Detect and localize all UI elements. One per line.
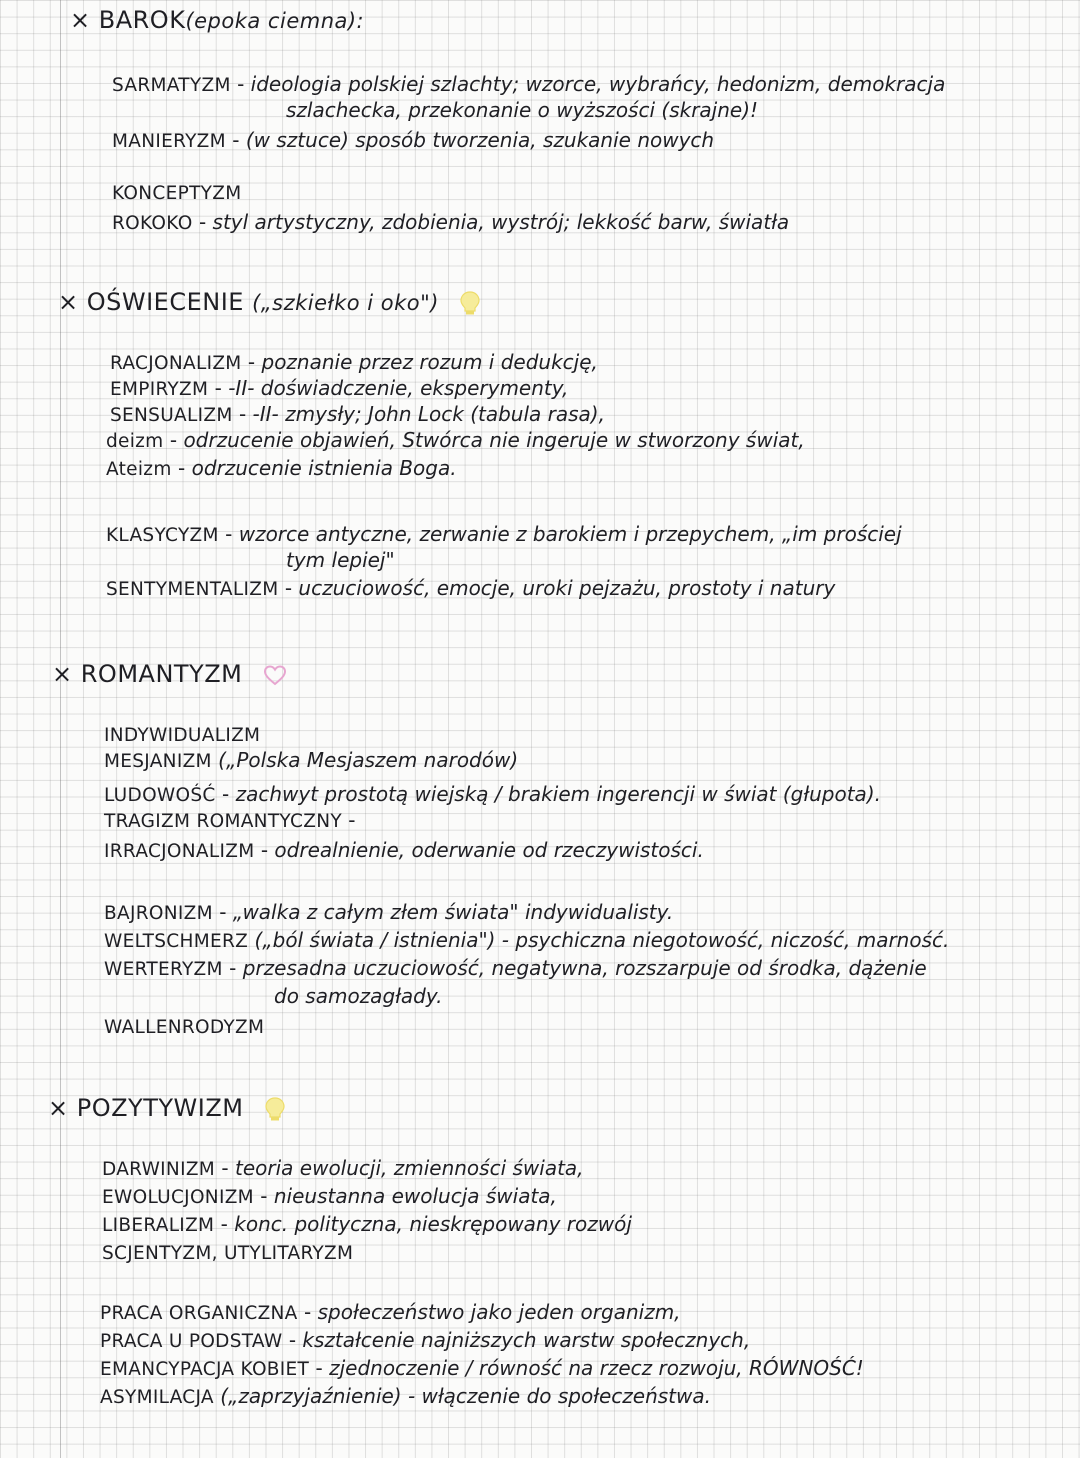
- entry-wallenrodyzm: [104, 1014, 264, 1040]
- entry-mesjanizm: [104, 748, 518, 774]
- entry-term: deizm: [106, 431, 164, 452]
- entry-term: MESJANIZM: [104, 751, 212, 772]
- section-marker: ×: [70, 6, 91, 34]
- entry-definition: „walka z całym złem świata" indywidualisty.: [232, 900, 674, 924]
- entry-separator: -: [171, 456, 192, 480]
- entry-sarmatyzm: [112, 72, 945, 98]
- entry-definition: nieustanna ewolucja świata,: [273, 1184, 557, 1208]
- entry-deizm: [106, 428, 805, 454]
- entry-manieryzm: [112, 128, 714, 154]
- entry-separator: -: [163, 428, 184, 452]
- section-heading-oswiecenie: [58, 288, 481, 316]
- entry-definition: („ból świata / istnienia") - psychiczna niegotowość, niczość, marność.: [254, 928, 950, 952]
- entry-definition: zjednoczenie / równość na rzecz rozwoju, RÓWNOŚĆ!: [329, 1356, 864, 1380]
- entry-term: EWOLUCJONIZM: [102, 1187, 254, 1208]
- entry-continuation: tym lepiej": [286, 548, 395, 572]
- entry-term: TRAGIZM ROMANTYCZNY: [104, 811, 342, 832]
- entry-separator: -: [215, 782, 236, 806]
- section-heading-barok: [70, 6, 364, 34]
- lightbulb-icon: [459, 290, 481, 316]
- entry-term: MANIERYZM: [112, 131, 226, 152]
- entry-sentymentalizm: [106, 576, 835, 602]
- entry-term: WELTSCHMERZ: [104, 931, 249, 952]
- entry-separator: -: [214, 1212, 235, 1236]
- entry-ludowosc: [104, 782, 881, 808]
- entry-term: PRACA ORGANICZNA: [100, 1303, 298, 1324]
- entry-definition: poznanie przez rozum i dedukcję,: [261, 350, 598, 374]
- entry-definition: społeczeństwo jako jeden organizm,: [317, 1300, 681, 1324]
- entry-klasycyzm: [106, 522, 902, 548]
- section-heading-pozytywizm: [48, 1094, 286, 1122]
- entry-praca-u-podstaw: [100, 1328, 750, 1354]
- entry-separator: -: [241, 350, 262, 374]
- section-title: OŚWIECENIE: [86, 288, 244, 316]
- section-subtitle: (epoka ciemna):: [185, 9, 365, 33]
- entry-bajronizm: [104, 900, 673, 926]
- section-marker: ×: [58, 288, 79, 316]
- entry-empiryzm: [110, 376, 568, 402]
- entry-term: SENTYMENTALIZM: [106, 579, 279, 600]
- entry-term: BAJRONIZM: [104, 903, 213, 924]
- entry-term: PRACA U PODSTAW: [100, 1331, 283, 1352]
- entry-definition: uczuciowość, emocje, uroki pejzażu, prostoty i natury: [298, 576, 836, 600]
- entry-separator: -: [225, 128, 246, 152]
- heart-icon: [263, 664, 287, 686]
- entry-term: SENSUALIZM: [110, 405, 233, 426]
- entry-separator: -: [341, 808, 356, 832]
- entry-term: ROKOKO: [112, 213, 193, 234]
- section-subtitle: („szkiełko i oko"): [252, 291, 439, 315]
- entry-definition: teoria ewolucji, zmienności świata,: [235, 1156, 584, 1180]
- section-title: POZYTYWIZM: [76, 1094, 244, 1122]
- entry-definition: przesadna uczuciowość, negatywna, rozszarpuje od środka, dążenie: [242, 956, 927, 980]
- entry-rokoko: [112, 210, 789, 236]
- entry-separator: -: [212, 900, 233, 924]
- entry-continuation: do samozagłady.: [274, 984, 443, 1008]
- entry-term: LUDOWOŚĆ: [104, 785, 216, 806]
- entry-scjentyzm-utylitaryzm: [102, 1240, 353, 1266]
- entry-liberalizm: [102, 1212, 632, 1238]
- entry-term: KONCEPTYZM: [112, 183, 242, 204]
- entry-weltschmerz: [104, 928, 949, 954]
- entry-term: Ateizm: [106, 459, 172, 480]
- entry-separator: -: [192, 210, 213, 234]
- entry-separator: -: [230, 72, 251, 96]
- entry-term: WALLENRODYZM: [104, 1017, 265, 1038]
- margin-line: [60, 0, 61, 1458]
- entry-separator: -: [278, 576, 299, 600]
- entry-separator: -: [253, 1184, 274, 1208]
- entry-separator: -: [208, 376, 229, 400]
- entry-sensualizm: [110, 402, 605, 428]
- entry-definition: odrzucenie istnienia Boga.: [191, 456, 457, 480]
- entry-definition: konc. polityczna, nieskrępowany rozwój: [234, 1212, 632, 1236]
- entry-term: INDYWIDUALIZM: [104, 725, 261, 746]
- entry-continuation: szlachecka, przekonanie o wyższości (skrajne)!: [286, 98, 759, 122]
- entry-asymilacja: [100, 1384, 711, 1410]
- entry-separator: -: [215, 1156, 235, 1180]
- section-title: BAROK: [98, 6, 186, 34]
- entry-definition: („Polska Mesjaszem narodów): [218, 748, 519, 772]
- entry-praca-organiczna: [100, 1300, 681, 1326]
- entry-separator: -: [309, 1356, 330, 1380]
- entry-separator: -: [222, 956, 243, 980]
- entry-separator: -: [254, 838, 275, 862]
- entry-definition: odrzucenie objawień, Stwórca nie ingeruje w stworzony świat,: [183, 428, 805, 452]
- entry-ewolucjonizm: [102, 1184, 557, 1210]
- entry-irracjonalizm: [104, 838, 704, 864]
- entry-term: DARWINIZM: [102, 1159, 216, 1180]
- entry-term: EMANCYPACJA KOBIET: [100, 1359, 310, 1380]
- entry-term: ASYMILACJA: [100, 1387, 214, 1408]
- lightbulb-icon: [264, 1096, 286, 1122]
- entry-emancypacja-kobiet: [100, 1356, 864, 1382]
- entry-term: SCJENTYZM, UTYLITARYZM: [102, 1243, 354, 1264]
- entry-term: IRRACJONALIZM: [104, 841, 255, 862]
- entry-definition: -II- doświadczenie, eksperymenty,: [228, 376, 569, 400]
- entry-definition: ideologia polskiej szlachty; wzorce, wybrańcy, hedonizm, demokracja: [250, 72, 946, 96]
- entry-definition: (w sztuce) sposób tworzenia, szukanie nowych: [245, 128, 715, 152]
- section-heading-romantyzm: [52, 660, 287, 688]
- entry-werteryzm: [104, 956, 927, 982]
- entry-separator: -: [297, 1300, 318, 1324]
- section-title: ROMANTYZM: [80, 660, 243, 688]
- entry-separator: -: [218, 522, 239, 546]
- entry-term: EMPIRYZM: [110, 379, 209, 400]
- entry-term: WERTERYZM: [104, 959, 223, 980]
- entry-definition: styl artystyczny, zdobienia, wystrój; lekkość barw, światła: [212, 210, 790, 234]
- entry-indywidualizm: [104, 722, 260, 748]
- entry-definition: („zaprzyjaźnienie) - włączenie do społeczeństwa.: [220, 1384, 711, 1408]
- section-marker: ×: [48, 1094, 69, 1122]
- entry-term: SARMATYZM: [112, 75, 231, 96]
- entry-definition: zachwyt prostotą wiejską / brakiem ingerencji w świat (głupota).: [235, 782, 881, 806]
- entry-term: LIBERALIZM: [102, 1215, 215, 1236]
- entry-tragizm-romantyczny: [104, 808, 356, 834]
- entry-definition: -II- zmysły; John Lock (tabula rasa),: [252, 402, 605, 426]
- entry-darwinizm: [102, 1156, 584, 1182]
- entry-separator: -: [282, 1328, 303, 1352]
- entry-racjonalizm: [110, 350, 598, 376]
- entry-definition: kształcenie najniższych warstw społecznych,: [302, 1328, 751, 1352]
- entry-definition: odrealnienie, oderwanie od rzeczywistości.: [274, 838, 704, 862]
- section-marker: ×: [52, 660, 73, 688]
- entry-separator: -: [232, 402, 253, 426]
- entry-definition: wzorce antyczne, zerwanie z barokiem i przepychem, „im prościej: [238, 522, 902, 546]
- entry-ateizm: [106, 456, 457, 482]
- entry-konceptyzm: [112, 180, 242, 206]
- entry-term: KLASYCYZM: [106, 525, 219, 546]
- entry-term: RACJONALIZM: [110, 353, 242, 374]
